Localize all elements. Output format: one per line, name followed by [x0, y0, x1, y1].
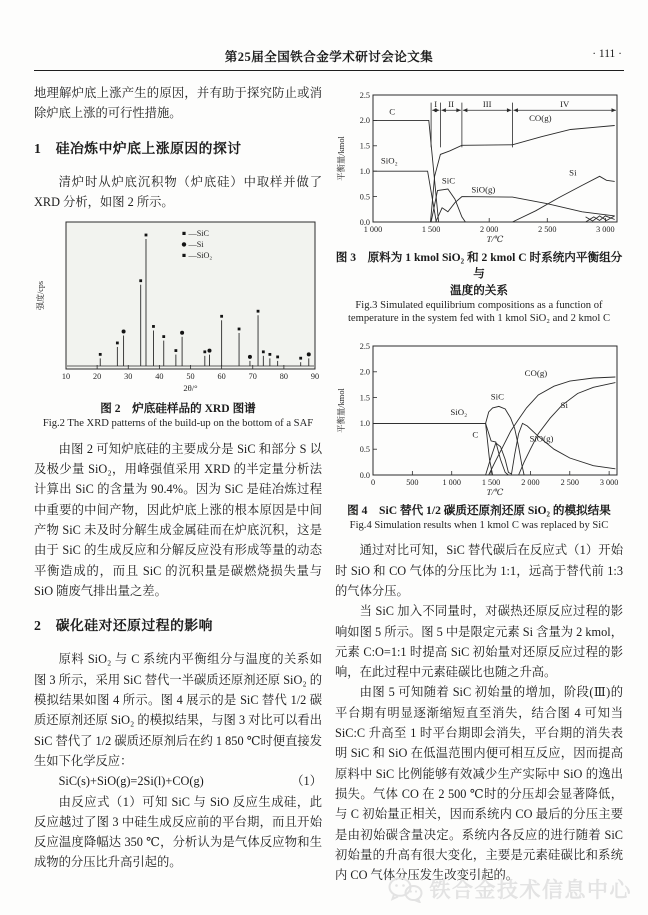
- svg-text:IV: IV: [560, 99, 570, 110]
- svg-text:2 000: 2 000: [521, 478, 540, 488]
- figure-4-caption-zh: 图 4 SiC 替代 1/2 碳质还原剂还原 SiO₂ 的模拟结果: [347, 504, 611, 518]
- svg-text:90: 90: [310, 372, 320, 382]
- paragraph-sic-amount: 当 SiC 加入不同量时，对碳热还原反应过程的影响如图 5 所示。图 5 中是限定元素 Si 含量为 2 kmol，元素 C:O=1:1 时提高 SiC 初始量对还原反应过程的影响，在此过程中元素硅碳比也随之升高。: [335, 604, 623, 680]
- svg-text:2.0: 2.0: [359, 116, 370, 126]
- figure-3: [335, 86, 623, 326]
- svg-text:1.5: 1.5: [359, 393, 370, 403]
- figure-2-caption-en: Fig.2 The XRD patterns of the build-up on the bottom of a SAF: [42, 417, 314, 429]
- svg-text:1 500: 1 500: [421, 225, 441, 234]
- xrd-chart: [34, 215, 322, 399]
- svg-text:50: 50: [186, 372, 195, 382]
- figure-3-caption-zh-line1: 图 3 原料为 1 kmol SiO₂ 和 2 kmol C 时系统内平衡组分与: [335, 251, 623, 280]
- right-column: [335, 83, 623, 885]
- svg-text:500: 500: [406, 478, 419, 488]
- equation-body: SiC(s)+SiO(g)=2Si(l)+CO(g): [58, 774, 204, 789]
- svg-text:3 000: 3 000: [599, 478, 619, 488]
- svg-text:1 000: 1 000: [363, 225, 383, 234]
- svg-text:10: 10: [61, 372, 71, 382]
- svg-text:III: III: [482, 99, 492, 110]
- figure-3-caption-en-line1: Fig.3 Simulated equilibrium compositions as a function of: [355, 299, 603, 311]
- paragraph-s1-analysis: 由图 2 可知炉底硅的主要成分是 SiC 和部分 S 以及极少量 SiO₂，用峰强值采用 XRD 的半定量分析法计算出 SiC 的含量为 90.4%。因为 SiC 是硅冶炼过程中重要的中间产物，因此炉底上涨的根本原因是中间产物 SiC 未及时分解生成金属硅而在炉底沉积，这是由于 SiC 的生成反应和分解反应没有形成等量的动态平衡造成的，而且 SiC 的沉积量是碳燃烧损失量与 SiO 随废气排出量之差。: [34, 441, 322, 598]
- two-column-body: [34, 83, 624, 885]
- paragraph-s2: 原料 SiO₂ 与 C 系统内平衡组分与温度的关系如图 3 所示，采用 SiC 替代一半碳质还原剂还原 SiO₂ 的模拟结果如图 4 所示。图 4 展示的是 SiC 替代 1/2 碳质还原剂还原 SiO₂ 的模拟结果，与图 3 对比可以看出 SiC 替代了 1/2 碳质还原剂后在约 1 850 ℃时便直接发生如下化学反应：: [34, 652, 322, 768]
- section-1-heading: 1 硅冶炼中炉底上涨原因的探讨: [34, 140, 242, 156]
- watermark: [387, 874, 633, 904]
- svg-text:2.5: 2.5: [359, 341, 370, 351]
- svg-text:强度/cps: 强度/cps: [36, 281, 45, 311]
- svg-text:C: C: [389, 106, 396, 117]
- figure-2-caption-zh: 图 2 炉底硅样品的 XRD 图谱: [100, 402, 256, 416]
- paragraph-intro: 地理解炉底上涨产生的原因，并有助于探究防止或消除炉底上涨的可行性措施。: [34, 86, 322, 121]
- svg-text:80: 80: [279, 372, 288, 382]
- svg-text:1 500: 1 500: [481, 478, 501, 488]
- figure-4-caption-en: Fig.4 Simulation results when 1 kmol C was replaced by SiC: [349, 519, 609, 531]
- paragraph-fig5-discussion: 由图 5 可知随着 SiC 初始量的增加，阶段(Ⅲ)的平台期有明显逐渐缩短直至消失，结合图 4 可知当 SiC:C 升高至 1 时平台期即会消失，平台期的消失表明 SiC 和 SiO 在低温范围内便可相互反应，因而提高原料中 SiC 比例能够有效减少生产实际中 SiO 的逸出损失。气体 CO 在 2 500 ℃时的分压却会显著降低，与 C 初始量正相关，因而系统内 CO 最后的分压主要是由初始碳含量决定。系统内各反应的进行随着 SiC 初始量的升高有很大变化，主要是元素硅碳比和系统内 CO 气体分压发生改变引起的。: [335, 685, 623, 883]
- wechat-icon: [387, 876, 423, 903]
- paragraph-compare: 通过对比可知，SiC 替代碳后在反应式（1）开始时 SiO 和 CO 气体的分压比为 1:1，远高于替代前 1:3 的气体分压。: [335, 543, 623, 598]
- svg-text:SiO(g): SiO(g): [529, 433, 554, 444]
- header-title: 第25届全国铁合金学术研讨会论文集: [224, 50, 434, 64]
- page-header: [34, 47, 624, 71]
- svg-text:C: C: [472, 429, 479, 440]
- svg-text:CO(g): CO(g): [529, 112, 552, 123]
- svg-text:0.0: 0.0: [359, 470, 370, 480]
- figure-3-caption-zh-line2: 温度的关系: [450, 284, 508, 297]
- equilibrium-chart-fig3: [335, 86, 625, 248]
- svg-text:T/℃: T/℃: [486, 487, 504, 498]
- figure-4: [335, 337, 623, 532]
- figure-3-caption-en-line2: temperature in the system fed with 1 kmol SiO₂ and 2 kmol C: [347, 313, 611, 325]
- svg-text:0.5: 0.5: [359, 192, 370, 202]
- svg-text:60: 60: [217, 372, 226, 382]
- figure-2: [34, 215, 322, 430]
- section-2-heading: 2 碳化硅对还原过程的影响: [34, 618, 213, 634]
- svg-text:SiC: SiC: [441, 175, 456, 186]
- equilibrium-chart-fig4: [335, 337, 625, 501]
- svg-text:平衡量/kmol: 平衡量/kmol: [337, 388, 346, 433]
- svg-text:2 000: 2 000: [479, 225, 499, 234]
- svg-text:—SiO₂: —SiO₂: [188, 251, 213, 261]
- svg-text:平衡量/kmol: 平衡量/kmol: [337, 136, 346, 181]
- equation-1: [34, 771, 322, 791]
- svg-text:SiC: SiC: [490, 391, 504, 402]
- svg-text:2.0: 2.0: [359, 367, 370, 377]
- svg-text:0.5: 0.5: [359, 445, 370, 455]
- svg-text:1.5: 1.5: [359, 141, 370, 151]
- svg-text:SiO(g): SiO(g): [471, 184, 496, 195]
- equation-number: （1）: [291, 774, 322, 789]
- svg-text:—SiC: —SiC: [188, 229, 209, 239]
- paragraph-s2-analysis: 由反应式（1）可知 SiC 与 SiO 反应生成硅，此反应越过了图 3 中硅生成反应前的平台期，而且开始反应温度降幅达 350 ℃，分析认为是气体反应物和生成物的分压比升高引起的。: [34, 794, 322, 870]
- svg-text:II: II: [448, 99, 455, 110]
- svg-text:—Si: —Si: [188, 240, 204, 250]
- svg-text:2 500: 2 500: [538, 225, 557, 234]
- svg-text:0: 0: [370, 478, 376, 488]
- svg-text:CO(g): CO(g): [524, 368, 548, 379]
- svg-text:1.0: 1.0: [359, 167, 370, 176]
- svg-text:0.0: 0.0: [359, 217, 370, 227]
- svg-text:SiO₂: SiO₂: [380, 155, 398, 166]
- svg-text:2 500: 2 500: [560, 478, 579, 488]
- svg-text:SiO₂: SiO₂: [450, 407, 468, 418]
- svg-text:1.0: 1.0: [359, 419, 370, 429]
- svg-text:30: 30: [124, 372, 133, 382]
- svg-text:20: 20: [93, 372, 102, 382]
- svg-text:I: I: [434, 99, 438, 110]
- svg-text:40: 40: [155, 372, 164, 382]
- svg-text:T/℃: T/℃: [486, 234, 504, 244]
- paragraph-s1: 清炉时从炉底沉积物（炉底硅）中取样并做了 XRD 分析，如图 2 所示。: [34, 174, 322, 210]
- svg-text:1 000: 1 000: [442, 478, 461, 488]
- left-column: [34, 83, 322, 885]
- svg-text:3 000: 3 000: [596, 225, 615, 234]
- page-number: · 111 ·: [592, 48, 622, 60]
- svg-text:Si: Si: [569, 167, 577, 178]
- svg-text:70: 70: [248, 372, 257, 382]
- svg-text:2.5: 2.5: [359, 90, 370, 100]
- svg-text:2θ/°: 2θ/°: [183, 383, 198, 394]
- svg-text:Si: Si: [560, 400, 568, 411]
- watermark-text: 铁合金技术信息中心: [429, 879, 632, 902]
